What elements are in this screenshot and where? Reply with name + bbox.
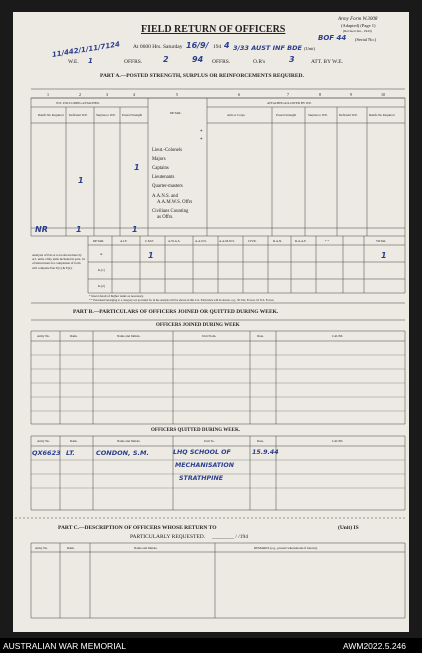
rank-item: A.A.N.S. and: [152, 194, 178, 199]
col-number: 9: [350, 92, 352, 97]
unit-label: (Unit): [304, 46, 315, 51]
col-number: 3: [106, 92, 108, 97]
part-c-col: Rank.: [67, 546, 75, 550]
analysis-col: TOTAL: [376, 239, 387, 243]
time-value: 0600: [139, 44, 151, 50]
ors-label: O.R's: [253, 59, 266, 65]
quitted-col: CAUSE.: [332, 439, 344, 443]
posted-value: 1: [134, 163, 140, 172]
rank-item: as Offrs.: [157, 215, 174, 220]
joined-col: CAUSE.: [332, 334, 344, 338]
we-excluding-heading: W.E. EXCLUDING ATTACHED.: [56, 101, 100, 105]
part-c-date-line: ________ / /194: [212, 534, 249, 540]
offrs-value: 2: [163, 55, 169, 64]
col-head-deficient: Deficient W.E.: [69, 113, 88, 117]
col-head-reinfs: Reinfs No Required: [38, 113, 64, 117]
analysis-col: * *: [325, 239, 329, 243]
unit-handwritten: 3/33 AUST INF BDE: [233, 44, 302, 52]
quitted-col: Army No.: [37, 439, 50, 443]
quitted-rank: LT.: [66, 449, 75, 457]
footnote-1: * Insert detail of higher ranks as necessary.: [89, 294, 144, 298]
asterisk-mark: *: [200, 130, 203, 135]
offrs2-label: OFFRS.: [212, 59, 231, 65]
joined-col: Date.: [257, 334, 264, 338]
part-c-heading: PART C.—DESCRIPTION OF OFFICERS WHOSE RETURN TO: [58, 525, 217, 531]
form-title: FIELD RETURN OF OFFICERS: [141, 24, 286, 35]
analysis-col: C.M.F.: [145, 239, 154, 243]
analysis-instructions: Analysis of Part A to be shown here by A.I. units. Only units included in para. 16 of instructions for completion of form will complete Part E(1) & E(2).: [32, 253, 86, 270]
serial-label: (Serial No.): [355, 37, 377, 42]
footer-left: AUSTRALIAN WAR MEMORIAL: [3, 641, 126, 651]
time-line: [133, 44, 183, 50]
footer-right: AWM2022.5.246: [343, 641, 406, 651]
part-b-heading: PART B.—PARTICULARS OF OFFICERS JOINED OR QUITTED DURING WEEK.: [73, 309, 279, 315]
col-number: 4: [133, 92, 135, 97]
joined-heading: OFFICERS JOINED DURING WEEK: [156, 323, 240, 328]
part-c-col: Name and Initials.: [134, 546, 158, 550]
rank-item: Captains: [152, 166, 169, 171]
quitted-heading: OFFICERS QUITTED DURING WEEK.: [151, 428, 241, 433]
asterisk-mark: *: [200, 138, 203, 143]
analysis-col: R.A.N.: [273, 239, 283, 243]
army-form-number: Army Form W.3008: [338, 17, 378, 22]
quitted-col: Name and Initials.: [117, 439, 141, 443]
nr-posted: 1: [132, 225, 138, 234]
offrs-date: 94: [192, 55, 204, 64]
footer-bar: [0, 638, 422, 653]
analysis-row-k2: K.(2): [98, 284, 105, 288]
serial-handwritten: BOF 44: [318, 34, 347, 42]
ors-value: 3: [289, 55, 295, 64]
offrs-label: OFFRS.: [124, 59, 143, 65]
analysis-col: A.A.N.S.: [195, 239, 207, 243]
time-suffix: Hrs. Saturday: [152, 44, 183, 50]
col-head-posted-att: Posted Strength: [276, 113, 297, 117]
col-number: 7: [287, 92, 289, 97]
part-c-unit-is: (Unit) IS: [338, 525, 359, 531]
revised-label: (Revised Jan., 1943): [343, 29, 372, 33]
deficient-value: 1: [78, 176, 84, 185]
quitted-col: Date.: [257, 439, 264, 443]
joined-col: Army No.: [37, 334, 50, 338]
part-c-requested: PARTICULARLY REQUESTED.: [130, 534, 206, 540]
quitted-date: 15.9.44: [252, 449, 279, 456]
analysis-col: CIVIL: [248, 239, 257, 243]
col-number: 5: [176, 92, 178, 97]
we-value: 1: [88, 57, 93, 65]
rank-item: Lieutenants: [152, 175, 175, 180]
col-head-deficient-att: Deficient W.E.: [339, 113, 358, 117]
analysis-aif-value: 1: [148, 251, 154, 260]
quitted-army-no: QX6623: [32, 449, 61, 457]
joined-col: Unit From.: [202, 334, 217, 338]
quitted-unit-to-2: MECHANISATION: [175, 462, 235, 469]
year-handwritten: 4: [224, 41, 230, 50]
rank-item: Lieut.-Colonels: [152, 148, 182, 153]
col-number: 1: [47, 92, 49, 97]
part-a-heading: PART A.—POSTED STRENGTH, SURPLUS OR REINFORCEMENTS REQUIRED.: [100, 73, 304, 79]
quitted-col: Unit To.: [204, 439, 215, 443]
col-head-reinfs-att: Reinfs No Required: [369, 113, 395, 117]
time-prefix: At: [133, 44, 139, 50]
footnote-2: * * Personnel belonging to a category not provided for in the analysis will be shown in this Col. Particulars will be shown, e.g., 30 U.K. Forces; 10 N.Z. Forces.: [89, 298, 275, 302]
joined-col: Name and Initials.: [117, 334, 141, 338]
analysis-total-value: 1: [381, 251, 387, 260]
col-number: 6: [238, 92, 240, 97]
col-number: 10: [381, 92, 385, 97]
we-label: W.E.: [68, 59, 79, 65]
col-number: 8: [319, 92, 321, 97]
attached-allowed-heading: ATTACHED ALLOWED BY W.E.: [267, 101, 313, 105]
col-head-surplus-att: Surplus to W.E.: [308, 113, 329, 117]
analysis-col: A.W.A.S.: [168, 239, 181, 243]
analysis-row-a: A.: [100, 252, 104, 256]
part-c-col: Army No.: [35, 546, 48, 550]
handwritten-reference: 11/442/1/11/7124: [51, 40, 121, 59]
quitted-name: CONDON, S.M.: [96, 449, 149, 457]
rank-item: Majors: [152, 157, 166, 162]
nr-deficient: 1: [76, 225, 82, 234]
col-head-surplus: Surplus to W.E.: [96, 113, 117, 117]
rank-item: Quarter-masters: [152, 184, 183, 189]
col-number: 2: [79, 92, 81, 97]
analysis-col: DETAIL: [93, 239, 105, 243]
nr-label: NR: [35, 225, 48, 234]
date-handwritten: 16/9/: [186, 41, 209, 50]
quitted-col: Rank.: [70, 439, 78, 443]
quitted-unit-to: LHQ SCHOOL OF: [173, 449, 231, 456]
adapted-label: (Adapted) (Page 1): [341, 23, 376, 28]
part-c-col: REMARKS (e.g., present whereabouts if known).: [254, 546, 318, 550]
rank-item: Civilians Counting: [152, 209, 189, 214]
part-c-date-tail: /194: [238, 534, 249, 540]
joined-col: Rank.: [70, 334, 78, 338]
analysis-row-k1: K.(1): [98, 268, 105, 272]
detail-heading: DETAIL.: [170, 111, 183, 115]
quitted-unit-to-3: STRATHPINE: [179, 475, 224, 482]
col-head-posted: Posted Strength: [122, 113, 143, 117]
analysis-col: A.I.F.: [120, 239, 128, 243]
analysis-col: R.A.A.F.: [295, 239, 307, 243]
year-suffix: 194: [213, 44, 222, 50]
col-head-arm: Arm or Corps: [227, 113, 245, 117]
attby-label: ATT. BY W.E.: [311, 59, 343, 65]
analysis-col: A.A.M.W.S.: [219, 239, 235, 243]
rank-item: A.A.M.W.S. Offrs: [157, 200, 193, 205]
